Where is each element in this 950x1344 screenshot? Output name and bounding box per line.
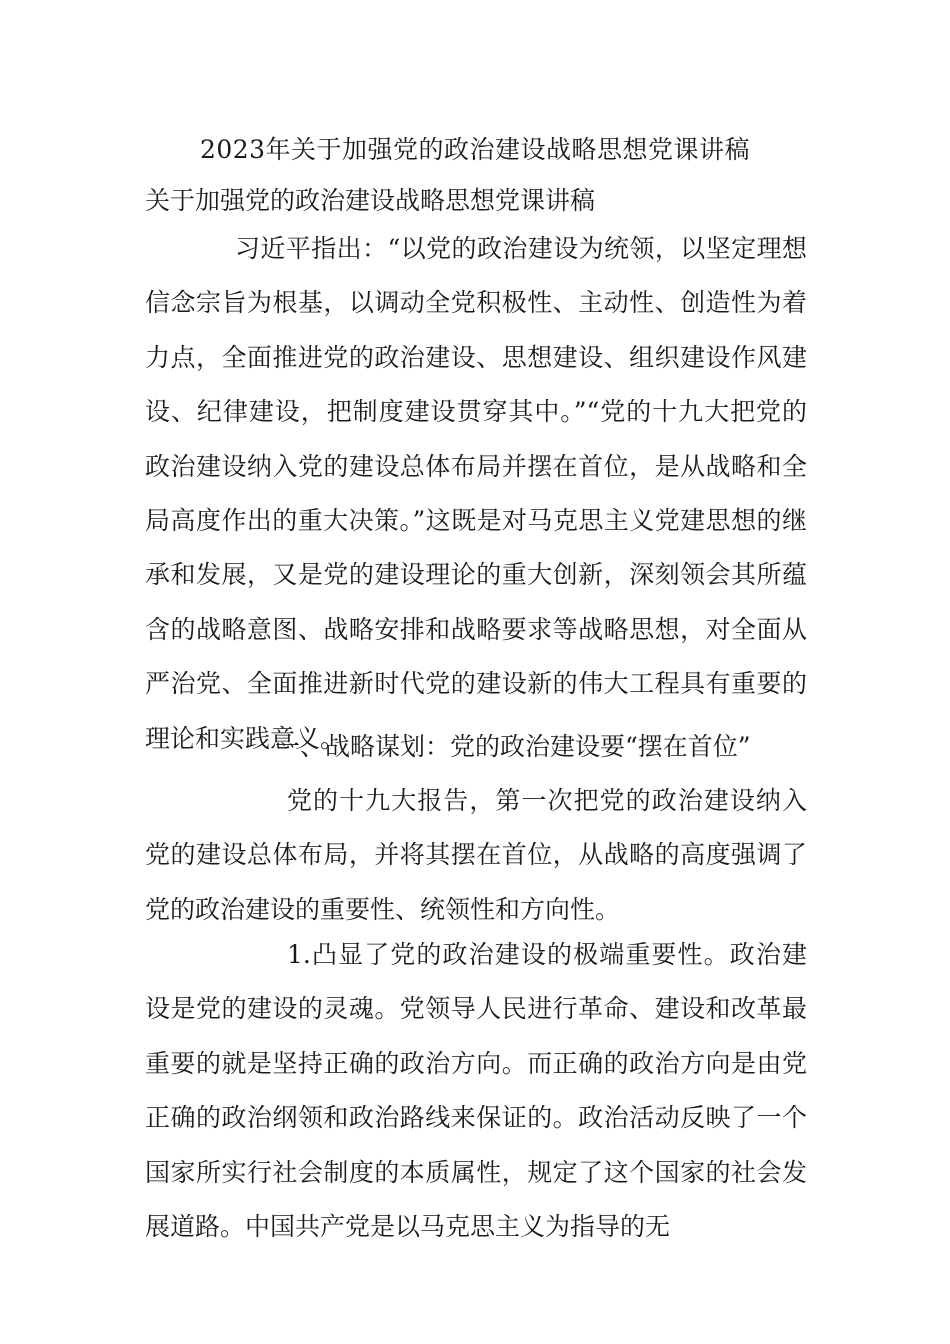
paragraph-section-intro: 党的十九大报告，第一次把党的政治建设纳入党的建设总体布局，并将其摆在首位，从战略的高度强调了党的政治建设的重要性、统领性和方向性。	[145, 786, 807, 924]
paragraph-intro: 习近平指出：“以党的政治建设为统领，以坚定理想信念宗旨为根基，以调动全党积极性、主动性、创造性为着力点，全面推进党的政治建设、思想建设、组织建设作风建设、纪律建设，把制度建设贯穿其中。”“党的十九大把党的政治建设纳入党的建设总体布局并摆在首位，是从战略和全局高度作出的重大决策。”这既是对马克思主义党建思想的继承和发展，又是党的建设理论的重大创新，深刻领会其所蕴含的战略意图、战略安排和战略要求等战略思想，对全面从严治党、全面推进新时代党的建设新的伟大工程具有重要的理论和实践意义。	[145, 234, 807, 753]
paragraph-point-1: 1.凸显了党的政治建设的极端重要性。政治建设是党的建设的灵魂。党领导人民进行革命、建设和改革最重要的就是坚持正确的政治方向。而正确的政治方向是由党正确的政治纲领和政治路线来保证的。政治活动反映了一个国家所实行社会制度的本质属性，规定了这个国家的社会发展道路。中国共产党是以马克思主义为指导的无	[145, 940, 807, 1242]
document-subtitle: 关于加强党的政治建设战略思想党课讲稿	[145, 186, 596, 215]
section-heading: 一、战略谋划：党的政治建设要“摆在首位”	[275, 732, 751, 761]
document-title: 2023年关于加强党的政治建设战略思想党课讲稿	[199, 135, 751, 164]
